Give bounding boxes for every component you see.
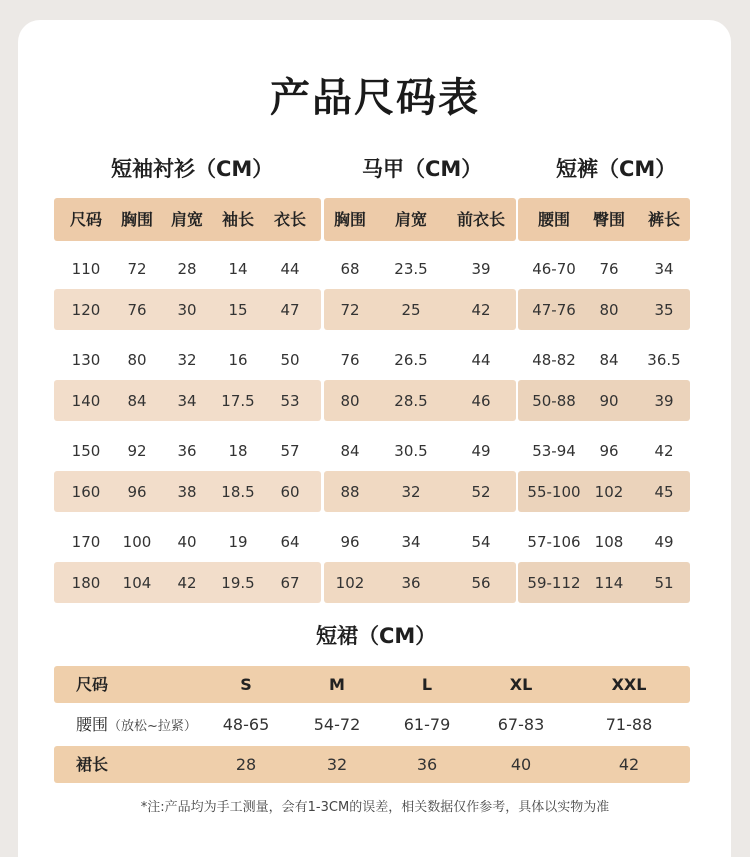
shorts-cell: 57-106 [527,532,581,551]
shirt-cell: 57 [280,441,300,460]
shirt-header-cell: 胸围 [120,209,154,229]
vest-cell: 32 [401,482,421,501]
skirt-cell: XXL [611,675,647,694]
shirt-cell: 72 [127,259,147,278]
skirt-cell: XL [509,675,533,694]
shirt-cell: 67 [280,573,300,592]
shirt-header-cell: 袖长 [221,209,255,229]
shirt-cell: 16 [228,350,248,369]
shorts-header-cell: 腰围 [537,209,571,229]
shirt-cell: 17.5 [221,391,255,410]
shorts-cell: 48-82 [532,350,576,369]
vest-cell: 76 [340,350,360,369]
shirt-cell: 28 [177,259,197,278]
skirt-cell: 61-79 [403,715,451,734]
skirt-cell: 36 [416,755,438,774]
shirt-cell: 180 [71,573,101,592]
skirt-cell: 54-72 [313,715,361,734]
shorts-cell: 36.5 [647,350,681,369]
shorts-cell: 46-70 [532,259,576,278]
vest-cell: 25 [401,300,421,319]
shorts-cell: 55-100 [527,482,581,501]
skirt-cell: 32 [326,755,348,774]
measurement-note: *注:产品均为手工测量，会有1-3CM的误差，相关数据仅作参考，具体以实物为准 [140,800,610,815]
vest-cell: 26.5 [394,350,428,369]
skirt-row-label-text: 裙长 [76,755,109,774]
vest-section-title: 马甲（CM） [362,157,483,181]
skirt-cell: L [421,675,433,694]
skirt-cell: 40 [510,755,532,774]
shirt-cell: 14 [228,259,248,278]
shirt-cell: 150 [71,441,101,460]
vest-cell: 56 [471,573,491,592]
shorts-cell: 90 [599,391,619,410]
skirt-row-band [54,666,690,703]
shorts-cell: 47-76 [532,300,576,319]
shirt-cell: 15 [228,300,248,319]
shirt-cell: 110 [71,259,101,278]
shorts-cell: 39 [654,391,674,410]
vest-cell: 46 [471,391,491,410]
vest-cell: 36 [401,573,421,592]
shorts-cell: 45 [654,482,674,501]
shorts-cell: 108 [594,532,624,551]
shirt-cell: 53 [280,391,300,410]
shirt-cell: 100 [122,532,152,551]
vest-cell: 84 [340,441,360,460]
vest-cell: 42 [471,300,491,319]
vest-cell: 49 [471,441,491,460]
shirt-cell: 30 [177,300,197,319]
shirt-header-cell: 肩宽 [170,209,204,229]
shorts-cell: 51 [654,573,674,592]
shorts-cell: 42 [654,441,674,460]
vest-header-cell: 胸围 [333,209,367,229]
skirt-cell: 48-65 [222,715,270,734]
skirt-cell: 28 [235,755,257,774]
shirt-cell: 18 [228,441,248,460]
shorts-cell: 34 [654,259,674,278]
shorts-section-title: 短裤（CM） [556,157,677,181]
shorts-cell: 76 [599,259,619,278]
shirt-cell: 40 [177,532,197,551]
skirt-row-label [76,755,108,775]
skirt-cell: 42 [618,755,640,774]
skirt-cell: M [329,675,345,694]
skirt-row-label-text: 腰围 [76,715,109,734]
vest-cell: 68 [340,259,360,278]
skirt-row-label [76,675,108,695]
shirt-cell: 34 [177,391,197,410]
shorts-cell: 50-88 [532,391,576,410]
vest-header-cell: 肩宽 [394,209,428,229]
skirt-row-band [54,746,690,783]
shorts-cell: 114 [594,573,624,592]
shirt-section-title: 短袖衬衫（CM） [111,157,274,181]
vest-cell: 30.5 [394,441,428,460]
shirt-cell: 130 [71,350,101,369]
shorts-cell: 102 [594,482,624,501]
shirt-cell: 96 [127,482,147,501]
shirt-cell: 92 [127,441,147,460]
skirt-row-label-text: 尺码 [76,675,109,694]
vest-cell: 54 [471,532,491,551]
vest-cell: 23.5 [394,259,428,278]
shirt-header-cell: 衣长 [273,209,307,229]
skirt-section-title: 短裙（CM） [316,624,437,648]
vest-cell: 34 [401,532,421,551]
shirt-cell: 19.5 [221,573,255,592]
shorts-cell: 53-94 [532,441,576,460]
vest-cell: 96 [340,532,360,551]
vest-header-cell: 前衣长 [456,209,506,229]
skirt-cell: 67-83 [497,715,545,734]
shirt-cell: 44 [280,259,300,278]
vest-cell: 44 [471,350,491,369]
waist-note: （放松~拉紧） [108,719,197,734]
shirt-cell: 47 [280,300,300,319]
shorts-header-cell: 裤长 [647,209,681,229]
shorts-header-cell: 臀围 [592,209,626,229]
shirt-cell: 18.5 [221,482,255,501]
page-title: 产品尺码表 [270,75,480,121]
shirt-cell: 42 [177,573,197,592]
shirt-cell: 50 [280,350,300,369]
shirt-cell: 80 [127,350,147,369]
shorts-cell: 35 [654,300,674,319]
shirt-header-cell: 尺码 [69,209,103,229]
vest-cell: 28.5 [394,391,428,410]
shirt-cell: 38 [177,482,197,501]
vest-cell: 39 [471,259,491,278]
shorts-cell: 96 [599,441,619,460]
shorts-cell: 84 [599,350,619,369]
vest-cell: 88 [340,482,360,501]
shirt-cell: 76 [127,300,147,319]
skirt-row-label [76,715,197,737]
skirt-cell: 71-88 [605,715,653,734]
shirt-cell: 60 [280,482,300,501]
shorts-cell: 80 [599,300,619,319]
shorts-cell: 49 [654,532,674,551]
shorts-cell: 59-112 [527,573,581,592]
vest-cell: 52 [471,482,491,501]
vest-cell: 80 [340,391,360,410]
vest-cell: 102 [335,573,365,592]
vest-cell: 72 [340,300,360,319]
shirt-cell: 32 [177,350,197,369]
shirt-cell: 84 [127,391,147,410]
shirt-cell: 170 [71,532,101,551]
shirt-cell: 104 [122,573,152,592]
shirt-cell: 19 [228,532,248,551]
skirt-cell: S [240,675,252,694]
shirt-cell: 36 [177,441,197,460]
shirt-cell: 120 [71,300,101,319]
shirt-cell: 160 [71,482,101,501]
shirt-cell: 64 [280,532,300,551]
shirt-cell: 140 [71,391,101,410]
